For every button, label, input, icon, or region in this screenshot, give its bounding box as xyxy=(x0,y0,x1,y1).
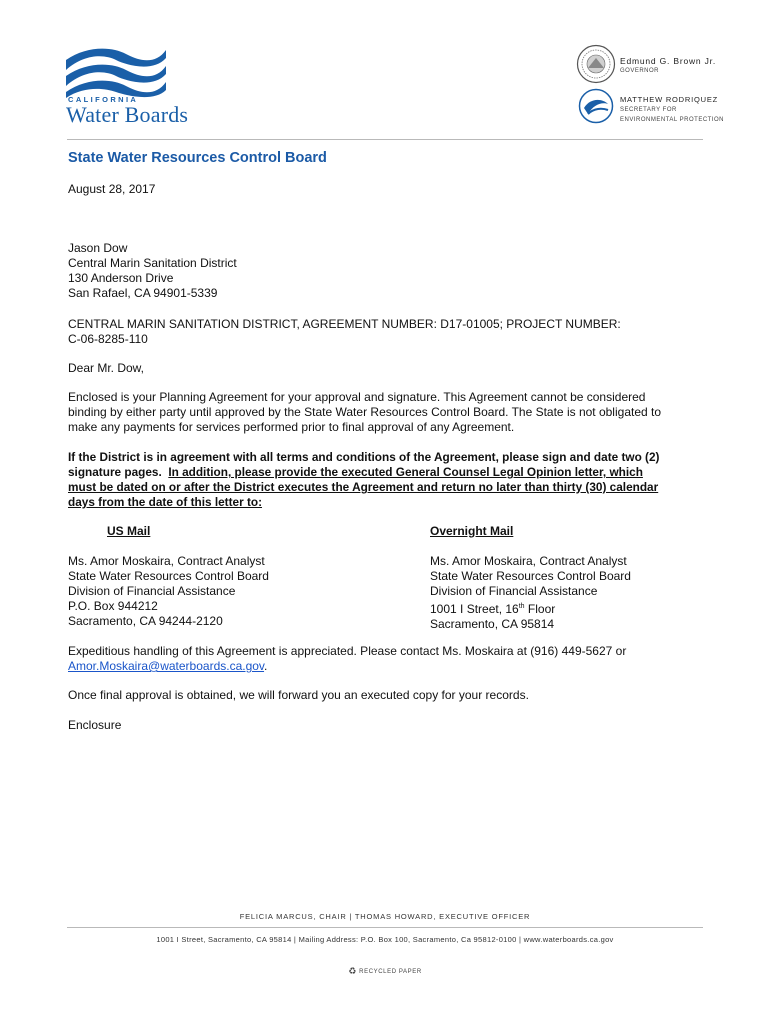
water-waves-icon xyxy=(66,46,166,98)
board-title: State Water Resources Control Board xyxy=(68,150,327,166)
paragraph-2-line4: days from the date of this letter to: xyxy=(68,495,263,509)
recipient-name: Jason Dow xyxy=(68,241,128,255)
recipient-org: Central Marin Sanitation District xyxy=(68,256,237,270)
recipient-street: 130 Anderson Drive xyxy=(68,271,174,285)
overnight-mail-line: Ms. Amor Moskaira, Contract Analyst xyxy=(430,554,627,568)
us-mail-address xyxy=(68,554,269,629)
us-mail-line: Ms. Amor Moskaira, Contract Analyst xyxy=(68,554,265,568)
paragraph-1-line: make any payments for services performed prior to final approval of any Agreement. xyxy=(68,420,515,434)
salutation: Dear Mr. Dow, xyxy=(68,361,145,375)
enclosure-note: Enclosure xyxy=(68,718,122,732)
subject-line xyxy=(68,317,621,347)
recycled-paper-text: RECYCLED PAPER xyxy=(359,969,422,975)
paragraph-2-line1: If the District is in agreement with all terms and conditions of the Agreement, please sign and date two (2) xyxy=(68,450,660,464)
governor-name: Edmund G. Brown Jr. xyxy=(620,56,716,66)
contact-email-link[interactable]: Amor.Moskaira@waterboards.ca.gov xyxy=(68,659,265,673)
secretary-title-line2: ENVIRONMENTAL PROTECTION xyxy=(620,117,725,123)
governor-block xyxy=(620,56,716,76)
secretary-title-line1: SECRETARY FOR xyxy=(620,107,677,113)
overnight-mail-street: 1001 I Street, 16th Floor xyxy=(430,602,556,616)
us-mail-line: Division of Financial Assistance xyxy=(68,584,236,598)
state-seal-icon xyxy=(576,44,616,84)
calepa-logo-icon xyxy=(578,88,614,124)
recipient-address xyxy=(68,241,237,301)
paragraph-1-line: binding by either party until approved by the State Water Resources Control Board. The State is not obligated to xyxy=(68,405,662,419)
logo-small-text: CALIFORNIA xyxy=(68,95,139,104)
governor-title: GOVERNOR xyxy=(620,68,660,74)
overnight-mail-heading: Overnight Mail xyxy=(430,524,514,538)
subject-line-2: C-06-8285-110 xyxy=(68,332,148,346)
us-mail-line: Sacramento, CA 94244-2120 xyxy=(68,614,223,628)
header-divider xyxy=(67,139,703,140)
overnight-mail-address xyxy=(430,554,631,632)
paragraph-2-line2-underlined: In addition, please provide the executed General Counsel Legal Opinion letter, which xyxy=(168,465,643,479)
paragraph-1 xyxy=(68,390,661,435)
footer-divider xyxy=(67,927,703,928)
paragraph-2-line3: must be dated on or after the District executes the Agreement and return no later than thirty (30) calendar xyxy=(68,480,659,494)
paragraph-4: Once final approval is obtained, we will forward you an executed copy for your records. xyxy=(68,688,529,702)
us-mail-heading: US Mail xyxy=(107,524,151,538)
us-mail-line: P.O. Box 944212 xyxy=(68,599,158,613)
paragraph-2 xyxy=(68,450,659,510)
overnight-mail-city: Sacramento, CA 95814 xyxy=(430,617,555,631)
subject-line-1: CENTRAL MARIN SANITATION DISTRICT, AGREEMENT NUMBER: D17-01005; PROJECT NUMBER: xyxy=(68,317,621,331)
footer-address: 1001 I Street, Sacramento, CA 95814 | Mailing Address: P.O. Box 100, Sacramento, Ca 95812-0100 | www.waterboards.ca.gov xyxy=(156,935,614,944)
letter-date: August 28, 2017 xyxy=(68,182,156,196)
paragraph-3-line1: Expeditious handling of this Agreement is appreciated. Please contact Ms. Moskaira at (916) 449-5627 or xyxy=(68,644,627,658)
paragraph-1-line: Enclosed is your Planning Agreement for your approval and signature. This Agreement cannot be considered xyxy=(68,390,646,404)
paragraph-3: Expeditious handling of this Agreement is appreciated. Please contact Ms. Moskaira at (916) 449-5627 or Amor.Moskaira@waterboards.ca.gov. xyxy=(68,644,627,673)
overnight-mail-line: Division of Financial Assistance xyxy=(430,584,598,598)
logo-big-text: Water Boards xyxy=(66,102,189,127)
recipient-city: San Rafael, CA 94901-5339 xyxy=(68,286,218,300)
recycle-icon: ♻ xyxy=(348,966,357,976)
us-mail-line: State Water Resources Control Board xyxy=(68,569,269,583)
secretary-name: MATTHEW RODRIQUEZ xyxy=(620,95,719,104)
footer-officers: FELICIA MARCUS, CHAIR | THOMAS HOWARD, EXECUTIVE OFFICER xyxy=(239,912,531,921)
overnight-mail-line: State Water Resources Control Board xyxy=(430,569,631,583)
secretary-block xyxy=(620,95,724,125)
paragraph-2-line2-plain: signature pages. xyxy=(68,465,169,479)
footer-recycled xyxy=(0,966,770,977)
water-boards-logo xyxy=(66,46,196,126)
